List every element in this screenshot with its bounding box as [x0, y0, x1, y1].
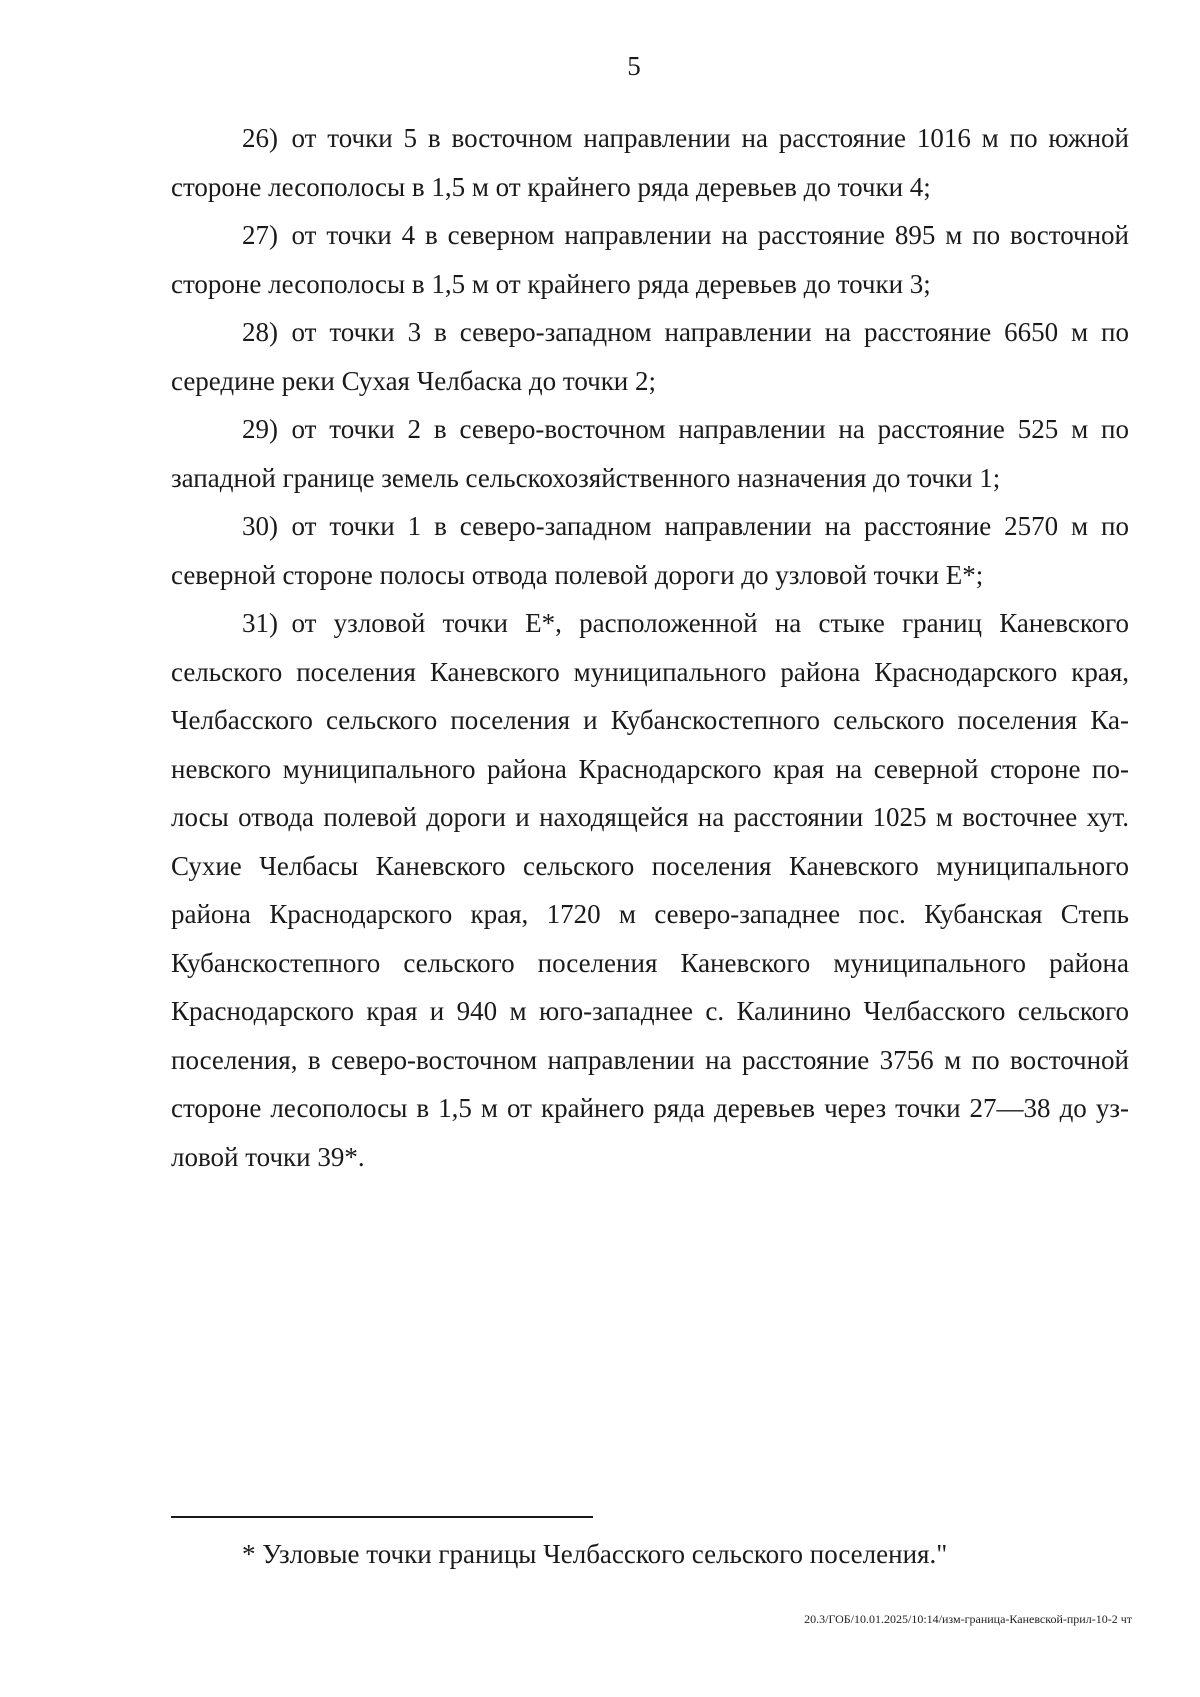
- body-text: [171, 114, 1129, 1181]
- paragraph-28: 28) от точки 3 в северо-западном направлении на расстояние 6650 м по середине реки Сухая Челбаска до точки 2;: [171, 317, 1129, 396]
- paragraph-29: 29) от точки 2 в северо-восточном направлении на расстояние 525 м по западной границе земель сельскохозяйственного назначения до точки 1;: [171, 414, 1129, 493]
- paragraph-31: 31) от узловой точки Е*, расположенной на стыке границ Каневского сельского поселения Каневского муниципального района Краснодарского края, Челбасского сельского поселения и Кубанскостепного сельского поселения Каневского муниципального района Краснодарского края на северной стороне полосы отвода полевой дороги и находящейся на расстоянии 1025 м восточнее хут. Сухие Челбасы Каневского сельского поселения Каневского муниципального района Краснодарского края, 1720 м северо-западнее пос. Кубанская Степь Кубанскостепного сельского поселения Каневского муниципального района Краснодарского края и 940 м юго-западнее с. Калинино Челбасского сельского поселения, в северо-восточном направлении на расстояние 3756 м по восточной стороне лесополосы в 1,5 м от крайнего ряда деревьев через точки 27—38 до узловой точки 39*.: [171, 608, 1129, 1172]
- footnote: * Узловые точки границы Челбасского сельского поселения.": [242, 1539, 948, 1569]
- paragraph-30: 30) от точки 1 в северо-западном направлении на расстояние 2570 м по северной стороне полосы отвода полевой дороги до узловой точки Е*;: [171, 511, 1129, 590]
- document-code: 20.3/ГОБ/10.01.2025/10:14/изм-граница-Каневской-прил-10-2 чт: [804, 1612, 1132, 1626]
- paragraph-26: 26) от точки 5 в восточном направлении на расстояние 1016 м по южной стороне лесополосы в 1,5 м от крайнего ряда деревьев до точки 4;: [171, 123, 1129, 202]
- page-number: 5: [627, 51, 641, 81]
- footnote-divider: [171, 1516, 593, 1518]
- paragraph-27: 27) от точки 4 в северном направлении на расстояние 895 м по восточной стороне лесополосы в 1,5 м от крайнего ряда деревьев до точки 3;: [171, 220, 1129, 299]
